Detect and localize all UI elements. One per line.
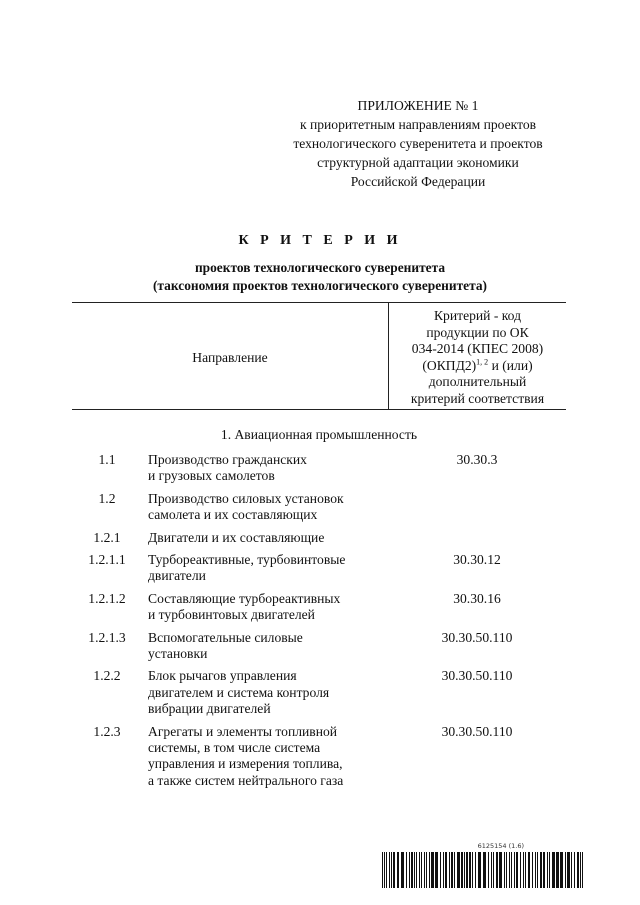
row-direction-line: Производство гражданских xyxy=(148,452,307,467)
barcode-bar xyxy=(475,852,476,888)
barcode-bar xyxy=(577,852,579,888)
document-title: К Р И Т Е Р И И xyxy=(238,233,402,248)
row-number: 1.2.1.2 xyxy=(88,590,126,606)
row-number: 1.2 xyxy=(98,490,116,506)
barcode-bar xyxy=(483,852,486,888)
barcode-bar xyxy=(496,852,498,888)
barcode-bar xyxy=(472,852,473,888)
appendix-line: к приоритетным направлениям проектов xyxy=(299,117,537,132)
barcode-bar xyxy=(556,852,559,888)
table-row xyxy=(72,630,566,663)
barcode-bar xyxy=(416,852,417,888)
barcode-bar xyxy=(421,852,422,888)
row-number: 1.2.1.1 xyxy=(88,551,126,567)
barcode-bar xyxy=(523,852,524,888)
row-direction-line: а также систем нейтрального газа xyxy=(148,772,344,788)
appendix-header xyxy=(268,96,568,191)
appendix-line: технологического суверенитета и проектов xyxy=(293,136,543,151)
criteria-header-line: Критерий - код xyxy=(433,308,522,323)
barcode-bar xyxy=(565,852,566,888)
barcode-bar xyxy=(582,852,583,888)
row-direction-line: Блок рычагов управления xyxy=(148,668,297,684)
row-direction-line: и грузовых самолетов xyxy=(148,468,275,484)
subtitle-line: проектов технологического суверенитета xyxy=(194,260,446,275)
barcode-bar xyxy=(574,852,575,888)
barcode-bar xyxy=(552,852,555,888)
criteria-okpd: (ОКПД2) xyxy=(422,357,477,373)
barcode-bar xyxy=(535,852,536,888)
barcode-bar xyxy=(488,852,489,888)
row-direction-line: самолета и их составляющих xyxy=(148,507,318,523)
row-direction-line: управления и измерения топлива, xyxy=(148,756,343,772)
criteria-header-line: 034-2014 (КПЕС 2008) xyxy=(411,341,544,356)
row-direction-line: системы, в том числе система xyxy=(148,739,321,755)
barcode-bar xyxy=(540,852,542,888)
column-header-criteria xyxy=(388,303,566,409)
barcode-bar xyxy=(525,852,526,888)
barcode-bar xyxy=(409,852,410,888)
barcode-bar xyxy=(391,852,392,888)
row-code: 30.30.3 xyxy=(456,452,498,467)
barcode-bar xyxy=(386,852,387,888)
barcode-bar xyxy=(424,852,425,888)
row-number: 1.2.1 xyxy=(93,529,121,545)
row-code: 30.30.50.110 xyxy=(441,668,513,684)
criteria-header-line: критерий соответствия xyxy=(410,390,545,406)
barcode-bar xyxy=(537,852,538,888)
row-direction xyxy=(148,630,384,663)
barcode-bar xyxy=(461,852,463,888)
table-row xyxy=(72,491,566,524)
row-code: 30.30.12 xyxy=(453,551,501,567)
barcode-bar xyxy=(406,852,407,888)
barcode-bar xyxy=(419,852,420,888)
barcode-bar xyxy=(516,852,518,888)
barcode-bar xyxy=(493,852,494,888)
row-direction-line: Вспомогательные силовые xyxy=(148,629,303,645)
row-direction-line: Турбореактивные, турбовинтовые xyxy=(148,551,346,567)
barcode-bar xyxy=(464,852,465,888)
row-direction-line: и турбовинтовых двигателей xyxy=(148,607,315,623)
row-direction xyxy=(148,591,384,624)
row-direction xyxy=(148,452,384,485)
appendix-line: структурной адаптации экономики xyxy=(317,155,519,170)
footnote-ref: 1, 2 xyxy=(476,356,489,366)
barcode-bar xyxy=(549,852,550,888)
barcode-bar xyxy=(431,852,434,888)
barcode-bar xyxy=(504,852,505,888)
barcode-bar xyxy=(454,852,455,888)
table-row xyxy=(72,452,566,485)
barcode-bar xyxy=(401,852,404,888)
barcode-bar xyxy=(435,852,438,888)
row-number: 1.2.1.3 xyxy=(88,629,126,645)
barcode-bar xyxy=(532,852,533,888)
barcode-bar xyxy=(414,852,415,888)
appendix-line: ПРИЛОЖЕНИЕ № 1 xyxy=(357,98,479,113)
table-row xyxy=(72,591,566,624)
barcode-bar xyxy=(382,852,383,888)
criteria-header-okpd-line xyxy=(389,358,566,375)
barcode-bar xyxy=(411,852,413,888)
table-row xyxy=(72,724,566,790)
barcode-bar xyxy=(389,852,390,888)
table-header xyxy=(72,302,566,410)
document-subtitle xyxy=(0,259,640,295)
row-direction-line: Производство силовых установок xyxy=(148,490,344,506)
barcode-bar xyxy=(451,852,453,888)
row-code: 30.30.50.110 xyxy=(441,629,513,645)
row-direction-line: Составляющие турбореактивных xyxy=(148,590,341,606)
row-direction-line: установки xyxy=(148,645,208,661)
row-direction-line: двигателем и система контроля xyxy=(148,684,330,700)
barcode-bar xyxy=(440,852,441,888)
section-title: 1. Авиационная промышленность xyxy=(220,427,418,442)
barcode-bar xyxy=(457,852,460,888)
barcode-bar xyxy=(429,852,430,888)
row-direction xyxy=(148,668,384,717)
row-direction-line: двигатели xyxy=(148,568,206,584)
table-row xyxy=(72,552,566,585)
barcode-image xyxy=(382,852,584,888)
barcode-bar xyxy=(491,852,492,888)
barcode-bar xyxy=(547,852,548,888)
row-direction-line: Двигатели и их составляющие xyxy=(148,529,325,545)
row-direction-line: Агрегаты и элементы топливной xyxy=(148,723,338,739)
row-number: 1.2.2 xyxy=(93,668,121,684)
barcode-bar xyxy=(571,852,572,888)
barcode-bar xyxy=(543,852,545,888)
row-number: 1.2.3 xyxy=(93,723,121,739)
barcode-bar xyxy=(511,852,512,888)
row-direction xyxy=(148,491,384,524)
barcode-bar xyxy=(509,852,510,888)
barcode-bar xyxy=(528,852,530,888)
subtitle-line: (таксономия проектов технологического суверенитета) xyxy=(152,278,488,293)
criteria-header-line: продукции по ОК xyxy=(426,324,529,340)
barcode-bar xyxy=(478,852,481,888)
barcode-bar xyxy=(443,852,444,888)
row-direction xyxy=(148,530,384,546)
row-code: 30.30.50.110 xyxy=(441,723,513,739)
barcode-bar xyxy=(560,852,563,888)
barcode-bar xyxy=(469,852,471,888)
barcode xyxy=(382,842,584,890)
table-row xyxy=(72,668,566,717)
barcode-bar xyxy=(426,852,427,888)
barcode-bar xyxy=(397,852,399,888)
appendix-line: Российской Федерации xyxy=(350,174,486,189)
criteria-or: и (или) xyxy=(488,357,533,373)
row-direction xyxy=(148,552,384,585)
barcode-bar xyxy=(506,852,507,888)
barcode-bar xyxy=(449,852,450,888)
criteria-header-line: дополнительный xyxy=(428,374,527,389)
barcode-bar xyxy=(499,852,502,888)
row-number: 1.1 xyxy=(98,452,116,467)
barcode-bar xyxy=(466,852,468,888)
row-direction xyxy=(148,724,384,790)
barcode-bar xyxy=(514,852,515,888)
table-body xyxy=(72,452,566,789)
column-header-direction: Направление xyxy=(192,350,268,365)
barcode-number: 6125154 (1.6) xyxy=(477,842,524,850)
row-direction-line: вибрации двигателей xyxy=(148,701,271,717)
table-row xyxy=(72,530,566,546)
barcode-bar xyxy=(393,852,395,888)
barcode-bar xyxy=(567,852,570,888)
barcode-bar xyxy=(384,852,385,888)
barcode-bar xyxy=(520,852,521,888)
barcode-bar xyxy=(580,852,581,888)
row-code: 30.30.16 xyxy=(453,590,501,606)
barcode-bar xyxy=(445,852,447,888)
